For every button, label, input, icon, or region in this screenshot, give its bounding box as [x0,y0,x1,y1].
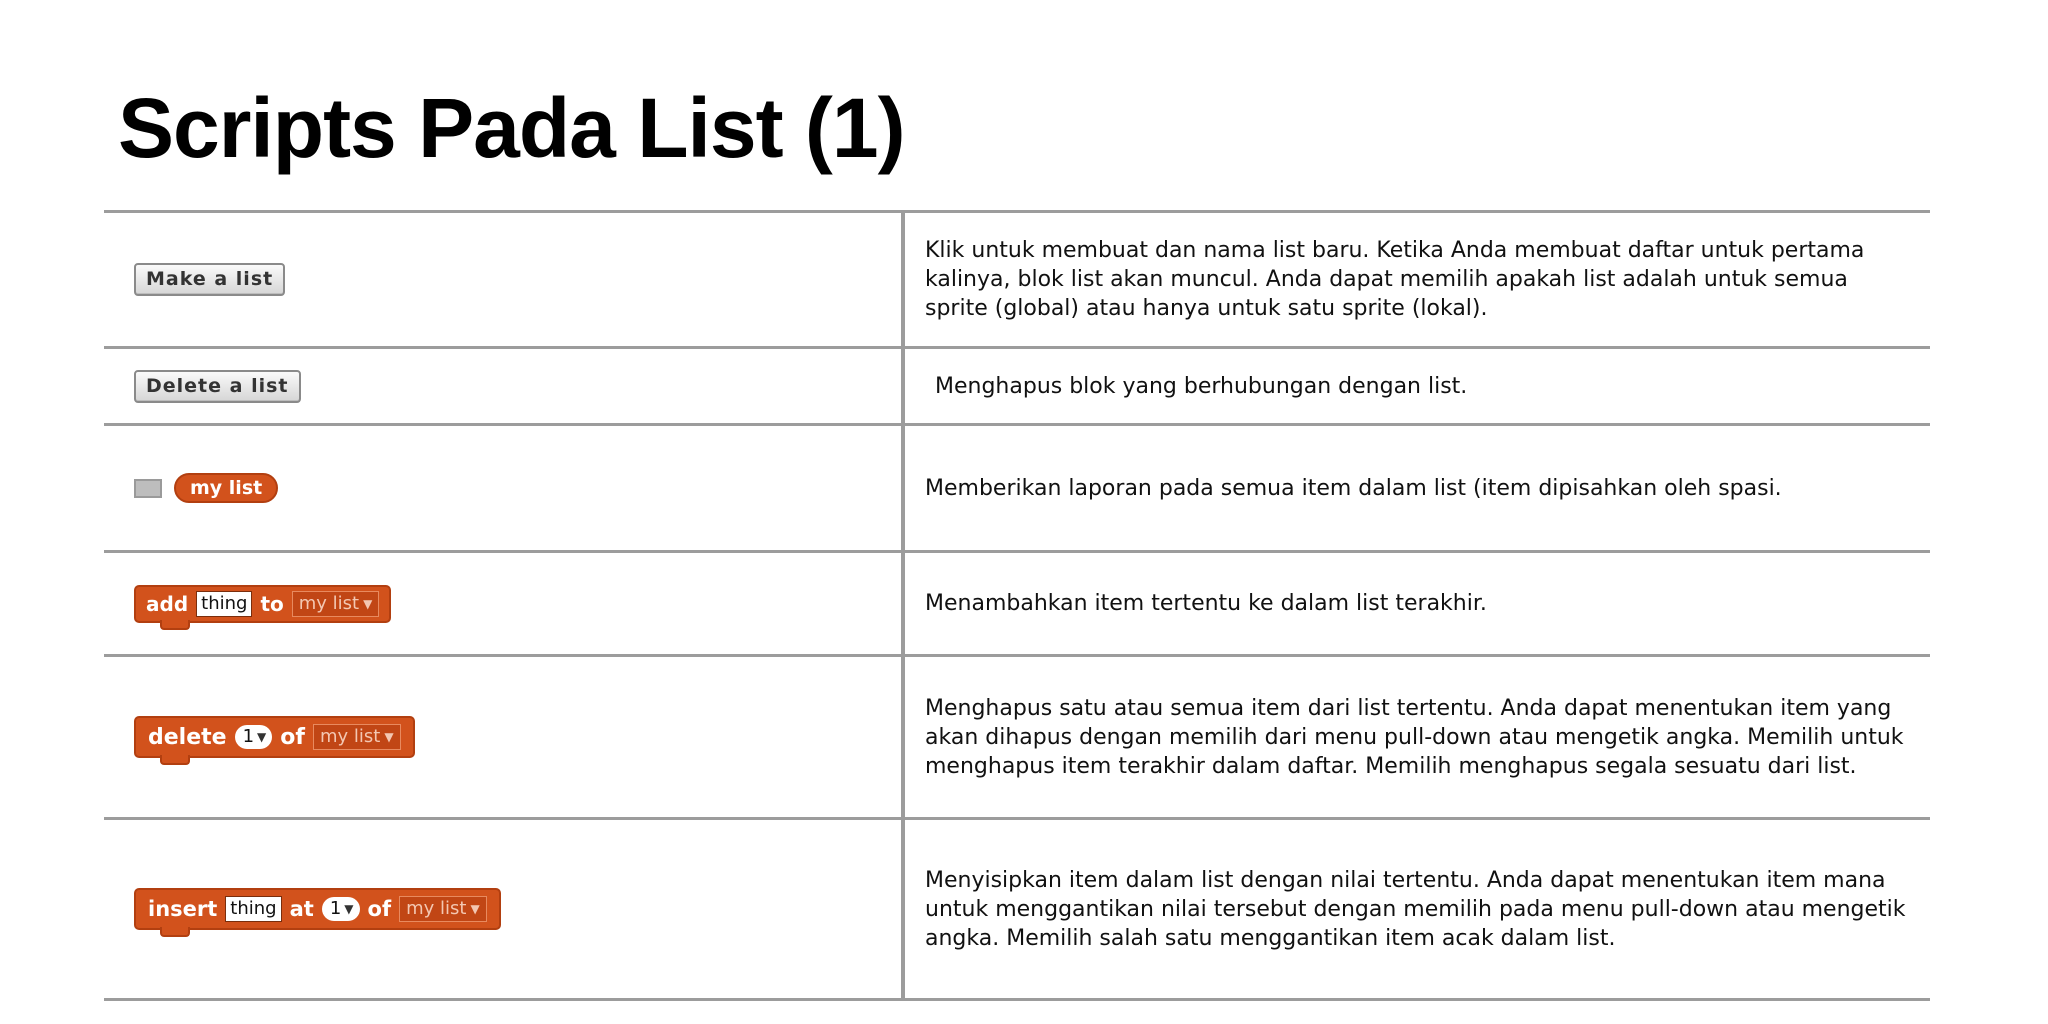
my-list-reporter-block[interactable]: my list [174,473,278,503]
text-input-slot[interactable]: thing [225,896,281,922]
add-to-list-block[interactable] [134,585,391,623]
number-slot-value: 1 [329,898,342,919]
description-cell [905,820,1930,998]
number-dropdown-slot[interactable] [235,725,273,749]
description-cell [905,349,1930,423]
description-cell [905,553,1930,654]
block-word: insert [148,897,218,921]
table-row [104,349,1930,426]
list-dropdown[interactable] [292,591,380,617]
list-scripts-table [104,210,1930,1001]
block-word: of [280,724,305,750]
table-row [104,553,1930,657]
caret-down-icon: ▼ [470,902,480,916]
block-word: of [367,897,392,921]
description-text: Klik untuk membuat dan nama list baru. Ketika Anda membuat daftar untuk pertama kalinya, blok list akan muncul. Anda dapat memilih apakah list adalah untuk semua sprite (global) atau hanya untuk satu sprite (lokal). [925,238,1865,321]
table-row [104,657,1930,820]
block-word: add [146,591,189,616]
list-dropdown-value: my list [406,898,467,919]
list-dropdown-value: my list [298,592,360,614]
description-cell [905,657,1930,817]
caret-down-icon: ▼ [344,902,354,916]
block-word: to [260,591,284,616]
block-cell [104,213,905,346]
list-dropdown[interactable] [399,896,487,922]
table-row [104,820,1930,1001]
block-word: at [289,897,314,921]
delete-a-list-button[interactable]: Delete a list [134,370,301,403]
list-dropdown-value: my list [319,726,381,747]
block-cell [104,349,905,423]
slide-title: Scripts Pada List (1) [118,81,905,175]
block-cell [104,657,905,817]
description-text: Menghapus satu atau semua item dari list tertentu. Anda dapat menentukan item yang akan dihapus dengan memilih dari menu pull-down atau mengetik angka. Memilih untuk menghapus item terakhir dalam daftar. Memilih menghapus segala sesuatu dari list. [925,695,1904,779]
number-slot-value: 1 [242,726,255,747]
caret-down-icon: ▼ [384,730,394,744]
block-cell [104,820,905,998]
text-input-slot[interactable]: thing [196,591,252,617]
block-cell [104,426,905,550]
block-word: delete [148,724,227,750]
block-cell [104,553,905,654]
description-text: Menambahkan item tertentu ke dalam list terakhir. [925,591,1487,616]
caret-down-icon: ▼ [257,730,267,744]
table-row [104,213,1930,349]
description-cell [905,213,1930,346]
description-cell [905,426,1930,550]
description-text: Memberikan laporan pada semua item dalam list (item dipisahkan oleh spasi. [925,475,1782,501]
make-a-list-button[interactable]: Make a list [134,263,285,296]
list-visibility-checkbox[interactable] [134,479,162,498]
delete-of-list-block[interactable] [134,716,415,758]
list-dropdown[interactable] [313,724,401,750]
description-text: Menyisipkan item dalam list dengan nilai tertentu. Anda dapat menentukan item mana untuk menggantikan nilai tersebut dengan memilih pada menu pull-down atau mengetik angka. Memilih salah satu menggantikan item acak dalam list. [925,867,1906,951]
number-dropdown-slot[interactable] [322,897,360,921]
insert-at-of-list-block[interactable] [134,888,501,930]
table-row [104,426,1930,553]
caret-down-icon: ▼ [363,596,373,611]
description-text: Menghapus blok yang berhubungan dengan list. [935,373,1468,399]
